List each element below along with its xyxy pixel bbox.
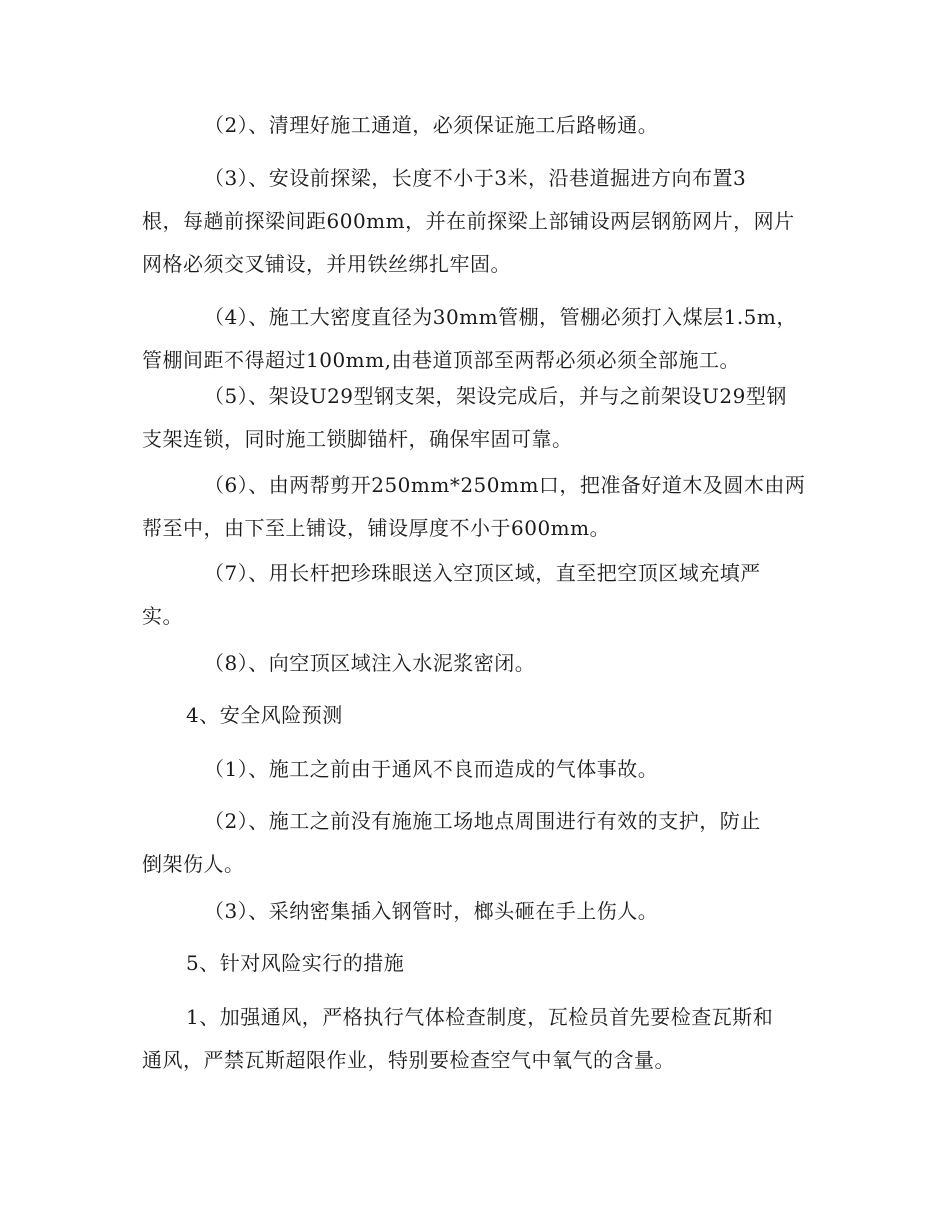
text-line: 通风，严禁瓦斯超限作业，特别要检查空气中氧气的含量。	[142, 1048, 675, 1072]
paragraph-step-5	[142, 375, 822, 461]
text-line: 网格必须交叉铺设，并用铁丝绑扎牢固。	[142, 252, 511, 276]
text-line: （8）、向空顶区域注入水泥浆密闭。	[204, 651, 536, 675]
text-line: （3）、安设前探梁，长度不小于3米，沿巷道掘进方向布置3	[204, 166, 747, 190]
text-line: 根，每趟前探梁间距600mm，并在前探梁上部铺设两层钢筋网片，网片	[142, 209, 795, 233]
text-line: 管棚间距不得超过100mm,由巷道顶部至两帮必须必须全部施工。	[142, 348, 740, 372]
text-line: 实。	[142, 604, 183, 628]
text-line: 1、加强通风，严格执行气体检查制度，瓦检员首先要检查瓦斯和	[186, 1005, 774, 1029]
paragraph-risk-3	[142, 890, 822, 933]
paragraph-risk-1	[142, 748, 822, 791]
section-heading-risk-measures	[142, 942, 822, 985]
text-line: （7）、用长杆把珍珠眼送入空顶区域，直至把空顶区域充填严	[204, 561, 761, 585]
section-heading-risk-prediction	[142, 694, 822, 737]
paragraph-step-3	[142, 157, 822, 286]
paragraph-step-6	[142, 464, 822, 550]
text-line: （2）、清理好施工通道，必须保证施工后路畅通。	[204, 113, 659, 137]
text-line: （2）、施工之前没有施施工场地点周围进行有效的支护，防止	[204, 809, 761, 833]
paragraph-risk-2	[142, 800, 822, 886]
text-line: （4）、施工大密度直径为30mm管棚，管棚必须打入煤层1.5m，	[204, 305, 797, 329]
paragraph-step-8	[142, 642, 822, 685]
text-line: （3）、采纳密集插入钢管时，榔头砸在手上伤人。	[204, 899, 659, 923]
paragraph-step-7	[142, 552, 822, 638]
text-line: 帮至中，由下至上铺设，铺设厚度不小于600mm。	[142, 516, 611, 540]
paragraph-step-4	[142, 296, 822, 382]
text-line: 4、安全风险预测	[186, 703, 343, 727]
text-line: 倒架伤人。	[142, 852, 245, 876]
paragraph-measure-1	[142, 996, 822, 1082]
text-line: 支架连锁，同时施工锁脚锚杆，确保牢固可靠。	[142, 427, 573, 451]
text-line: （1）、施工之前由于通风不良而造成的气体事故。	[204, 757, 659, 781]
text-line: 5、针对风险实行的措施	[186, 951, 405, 975]
text-line: （5）、架设U29型钢支架，架设完成后，并与之前架设U29型钢	[204, 384, 787, 408]
text-line: （6）、由两帮剪开250mm*250mm口，把准备好道木及圆木由两	[204, 473, 806, 497]
paragraph-step-2	[142, 104, 822, 147]
